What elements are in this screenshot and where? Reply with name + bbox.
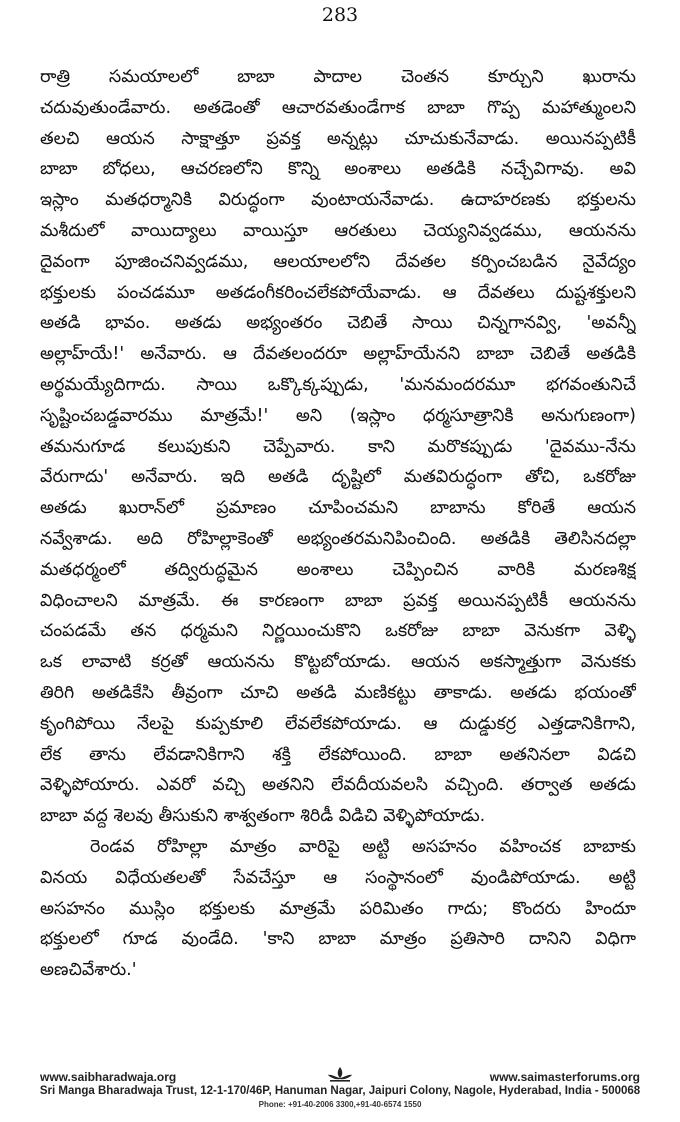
text-line: అతడి భావం. అతడు అభ్యంతరం చెబితే సాయి చిన్నగానవ్వి, 'అవన్నీ	[40, 313, 636, 334]
text-line: వేరుగాదు' అనేవారు. ఇది అతడి దృష్టిలో మతవిరుద్ధంగా తోచి, ఒకరోజు	[40, 467, 636, 488]
trust-address: Sri Manga Bharadwaja Trust, 12-1-170/46P, Hanuman Nagar, Jaipuri Colony, Nagole, Hyderabad, India - 500068	[39, 1085, 641, 1097]
text-line: తలచి ఆయన సాక్షాత్తూ ప్రవక్త అన్నట్లు చూచుకునేవాడు. అయినప్పటికీ	[40, 128, 636, 149]
text-line: అల్లాహ్‌యే!' అనేవారు. ఆ దేవతలందరూ అల్లాహ్‌యేనని బాబా చెబితే అతడికి	[40, 344, 636, 365]
text-line: దైవంగా పూజించనివ్వడము, ఆలయాలలోని దేవతల కర్పించబడిన నైవేద్యం	[40, 251, 636, 272]
text-line: వినయ విధేయతలతో సేవచేస్తూ ఆ సంస్థానంలో వుండిపోయాడు. అట్టి	[40, 867, 636, 888]
text-line: చంపడమే తన ధర్మమని నిర్ణయించుకొని ఒకరోజు బాబా వెనుకగా వెళ్ళి	[40, 621, 636, 642]
text-line: అణచివేశారు.'	[40, 960, 137, 981]
text-line: అతడు ఖురాన్‌లో ప్రమాణం చూపించమని బాబాను కోరితే ఆయన	[40, 498, 636, 519]
text-line: ఇస్లాం మతధర్మానికి విరుద్ధంగా వుంటాయనేవాడు. ఉదాహరణకు భక్తులను	[40, 190, 636, 211]
text-line: తమనుగూడ కలుపుకుని చెప్పేవారు. కాని మరొకప్పుడు 'దైవము-నేను	[40, 436, 636, 457]
website-link-saibharadwaja[interactable]: www.saibharadwaja.org	[40, 1070, 177, 1084]
body-text	[40, 62, 636, 986]
text-line: మశీదులో వాయిద్యాలు వాయిస్తూ ఆరతులు చెయ్యనివ్వడము, ఆయనను	[40, 220, 636, 241]
text-line: భక్తులలో గూడ వుండేది. 'కాని బాబా మాత్రం ప్రతిసారి దానిని విధిగా	[40, 929, 636, 950]
lotus-emblem-icon	[326, 1066, 354, 1082]
text-line: సృష్టించబడ్డవారము మాత్రమే!' అని (ఇస్లాం ధర్మసూత్రానికి అనుగుణంగా)	[40, 405, 636, 426]
text-line: రాత్రి సమయాలలో బాబా పాదాల చెంతన కూర్చుని ఖురాను	[40, 67, 636, 87]
phone-numbers: Phone: +91-40-2006 3300,+91-40-6574 1550	[258, 1100, 422, 1109]
text-line: భక్తులకు పంచడమూ అతడంగీకరించలేకపోయేవాడు. ఆ దేవతలు దుష్టశక్తులని	[40, 282, 636, 303]
text-line: బాబా వద్ద శెలవు తీసుకుని శాశ్వతంగా శిరిడీ విడిచి వెళ్ళిపోయాడు.	[40, 806, 486, 827]
text-line: అసహనం ముస్లిం భక్తులకు మాత్రమే పరిమితం గాదు; కొందరు హిందూ	[40, 898, 636, 919]
text-line: బాబా బోధలు, ఆచరణలోని కొన్ని అంశాలు అతడికి నచ్చేవిగావు. అవి	[40, 159, 636, 180]
text-line: నవ్వేశాడు. అది రోహిల్లాకెంతో అభ్యంతరమనిపించింది. అతడికి తెలిసినదల్లా	[40, 528, 636, 549]
text-line: చదువుతుండేవారు. అతడెంతో ఆచారవతుండేగాక బాబా గొప్ప మహాత్ముంలని	[40, 97, 636, 118]
website-link-saimasterforums[interactable]: www.saimasterforums.org	[489, 1070, 640, 1084]
text-line: రెండవ రోహిల్లా మాత్రం వారిపై అట్టి అసహనం వహించక బాబాకు	[90, 836, 636, 857]
text-line: లేక తాను లేవడానికిగాని శక్తి లేకపోయింది. బాబా అతనినలా విడచి	[40, 744, 636, 765]
text-line: వెళ్ళిపోయారు. ఎవరో వచ్చి అతనిని లేవదీయవలసి వచ్చింది. తర్వాత అతడు	[40, 775, 636, 796]
text-line: తిరిగి అతడికేసి తీవ్రంగా చూచి అతడి మణికట్టు తాకాడు. అతడు భయంతో	[40, 682, 636, 703]
text-line: కృంగిపోయి నేలపై కుప్పకూలి లేవలేకపోయాడు. ఆ దుడ్డుకర్ర ఎత్తడానికిగాని,	[40, 713, 636, 734]
text-line: విధించాలని మాత్రమే. ఈ కారణంగా బాబా ప్రవక్త అయినప్పటికీ ఆయనను	[40, 590, 636, 611]
text-line: ఒక లావాటి కర్రతో ఆయనను కొట్టబోయాడు. ఆయన అకస్మాత్తుగా వెనుకకు	[40, 652, 636, 673]
page-number: 283	[321, 4, 359, 26]
text-line: అర్థమయ్యేదిగాదు. సాయి ఒక్కొక్కప్పుడు, 'మనమందరమూ భగవంతునిచే	[40, 374, 636, 395]
text-line: మతధర్మంలో తద్విరుద్ధమైన అంశాలు చెప్పించిన వారికి మరణశిక్ష	[40, 559, 636, 580]
page-footer	[0, 1070, 680, 1122]
